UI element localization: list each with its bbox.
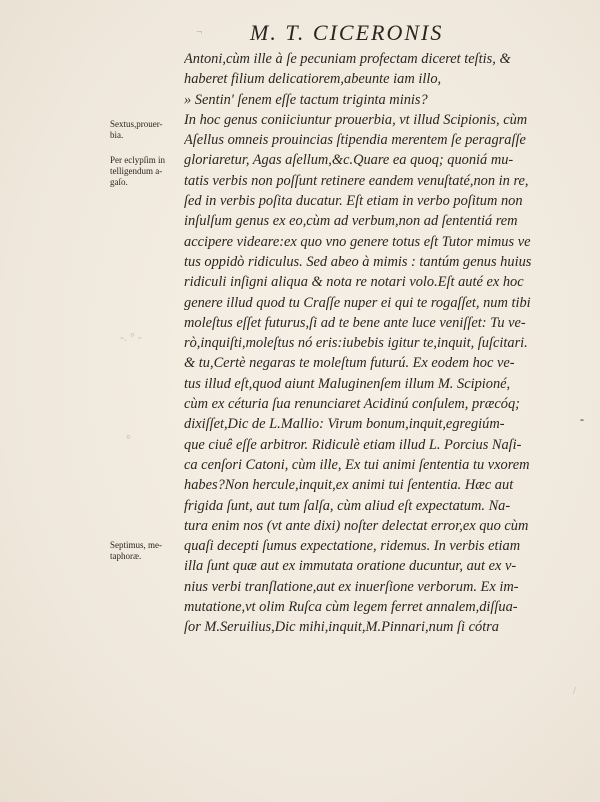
text-line: mutatione,vt olim Ruſca cùm legem ferret annalem,diſſua- [184, 599, 518, 616]
text-line: quaſi decepti ſumus expectatione, ridemus. In verbis etiam [184, 538, 521, 555]
text-line: genere illud quod tu Craſſe nuper ei qui te rogaſſet, num tibi [184, 294, 531, 311]
faint-mark: -. ° - [120, 330, 142, 344]
text-line: & tu,Certè negaras te moleſtum futurú. Ex eodem hoc ve- [184, 355, 515, 372]
text-line: tus illud eſt,quod aiunt Maluginenſem illum M. Scipioné, [184, 375, 511, 392]
text-line: cùm ex céturia ſua renunciaret Acidinú conſulem, præcóq; [184, 396, 520, 413]
margin-note-line: Septimus, me- [110, 540, 162, 550]
text-line: gloriaretur, Agas aſellum,&c.Quare ea quoq; quoniá mu- [184, 152, 514, 169]
bottom-mark: / [573, 686, 576, 697]
text-line: nius verbi tranſlatione,aut ex inuerſione verborum. Ex im- [184, 578, 519, 595]
margin-note-line: Per eclypſim in [110, 155, 165, 165]
text-line: dixiſſet,Dic de L.Mallio: Virum bonum,inquit,egregiúm- [184, 416, 505, 433]
margin-note-eclypsim [110, 155, 182, 188]
text-line: frigida ſunt, aut tum ſalſa, cùm aliud eſt expectatum. Na- [184, 497, 511, 514]
running-header: M. T. CICERONIS [250, 20, 444, 45]
text-line: haberet filium delicatiorem,abeunte iam illo, [184, 71, 442, 88]
text-line: accipere videare:ex quo vno genere totus eſt Tutor mimus ve [184, 233, 531, 250]
text-line: tura enim nos (vt ante dixi) noſter delectat error,ex quo cùm [184, 517, 529, 534]
margin-note-line: Sextus,prouer- [110, 119, 163, 129]
text-line: inſulſum genus ex eo,cùm ad verbum,non ad ſententiá rem [184, 213, 518, 230]
text-line: illa ſunt quæ aut ex immutata oratione ducuntur, aut ex v- [184, 558, 517, 575]
margin-note-line: taphoræ. [110, 551, 142, 561]
text-line: moleſtus eſſet futurus,ſi ad te bene ante luce veniſſet: Tu ve- [184, 314, 526, 331]
text-line: In hoc genus coniiciuntur prouerbia, vt illud Scipionis, cùm [184, 111, 528, 128]
text-line: tus oppidò ridiculus. Sed abeo à mimis : tantúm genus huius [184, 253, 532, 270]
margin-note-line: gaſo. [110, 177, 128, 187]
margin-note-sextus [110, 119, 182, 141]
margin-dash: - [580, 412, 584, 426]
text-line: » Sentin' ſenem eſſe tactum triginta minis? [184, 91, 428, 108]
text-line: ridiculi inſigni aliqua & nota re notari volo.Eſt auté ex hoc [184, 274, 524, 291]
faint-mark: ° [126, 432, 131, 446]
text-line: que ciuê eſſe arbitror. Ridiculè etiam illud L. Porcius Naſi- [184, 436, 522, 453]
margin-note-line: bia. [110, 130, 124, 140]
text-line: ſed in verbis poſita ducatur. Eſt etiam in verbo poſitum non [184, 193, 523, 210]
margin-note-line: telligendum a- [110, 166, 163, 176]
text-line: ca cenſori Catoni, cùm ille, Ex tui animi ſententia tu vxorem [184, 456, 530, 473]
corner-mark: ¬ [196, 26, 203, 38]
text-line: ſor M.Seruilius,Dic mihi,inquit,M.Pinnari,num ſi cótra [184, 619, 499, 636]
text-line: Aſellus omneis prouincias ſtipendia merentem ſe peragraſſe [184, 132, 526, 149]
text-line: habes?Non hercule,inquit,ex animi tui ſententia. Hæc aut [184, 477, 514, 494]
text-line: tatis verbis non poſſunt retinere eandem venuſtaté,non in re, [184, 172, 529, 189]
text-line: rò,inquiſti,moleſtus nó eris:iubebis igitur te,inquit, ſuſcitari. [184, 335, 528, 352]
text-line: Antoni,cùm ille à ſe pecuniam profectam diceret teſtis, & [184, 51, 511, 67]
margin-note-septimus [110, 540, 182, 562]
main-text-block [184, 49, 576, 638]
